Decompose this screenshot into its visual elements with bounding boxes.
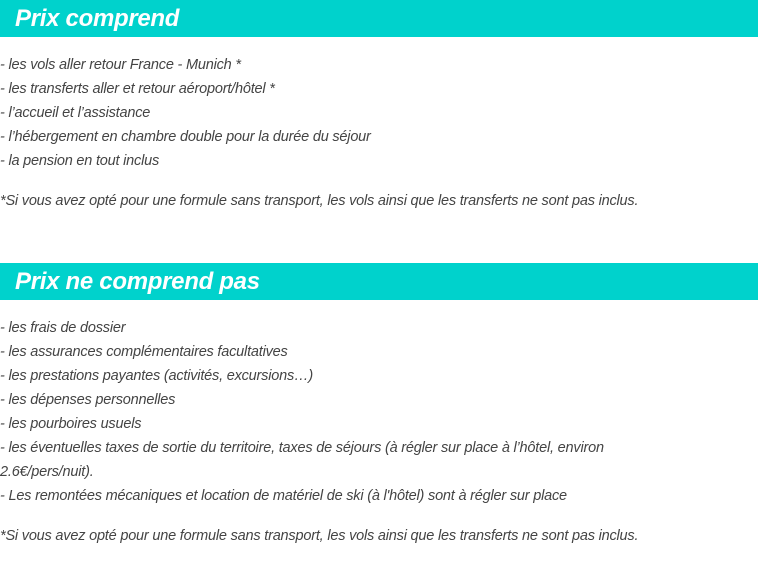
section-header-included <box>0 0 758 37</box>
transport-note-excluded: *Si vous avez opté pour une formule sans transport, les vols ainsi que les transferts ne sont pas inclus. <box>0 528 639 544</box>
list-item: - Les remontées mécaniques et location de matériel de ski (à l'hôtel) sont à régler sur place <box>0 488 567 504</box>
included-list <box>0 53 640 173</box>
list-item: - les pourboires usuels <box>0 416 142 432</box>
list-item: - les dépenses personnelles <box>0 392 176 408</box>
list-item: - les assurances complémentaires facultatives <box>0 344 288 360</box>
list-item: - l’hébergement en chambre double pour la durée du séjour <box>0 129 371 145</box>
list-item: - les prestations payantes (activités, excursions…) <box>0 368 313 384</box>
list-item: - les frais de dossier <box>0 320 126 336</box>
list-item: - les vols aller retour France - Munich * <box>0 57 241 73</box>
list-item: - les transferts aller et retour aéroport/hôtel * <box>0 81 275 97</box>
transport-note-included: *Si vous avez opté pour une formule sans transport, les vols ainsi que les transferts ne sont pas inclus. <box>0 193 639 209</box>
section-title-included: Prix comprend <box>15 5 180 32</box>
section-title-excluded: Prix ne comprend pas <box>15 268 260 295</box>
section-header-excluded <box>0 263 758 300</box>
list-item: - l’accueil et l’assistance <box>0 105 151 121</box>
excluded-list <box>0 316 640 508</box>
list-item: - la pension en tout inclus <box>0 153 160 169</box>
list-item: - les éventuelles taxes de sortie du territoire, taxes de séjours (à régler sur place à l’hôtel, environ 2.6€/pers/nuit). <box>0 440 604 480</box>
